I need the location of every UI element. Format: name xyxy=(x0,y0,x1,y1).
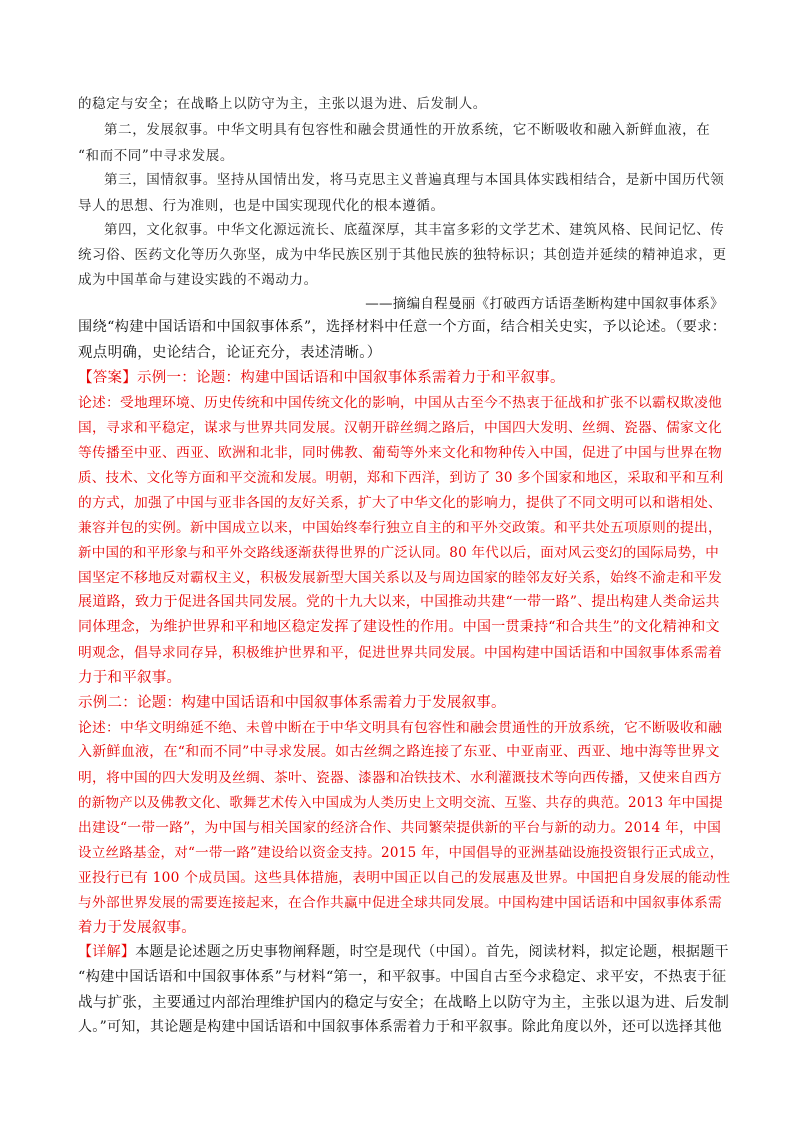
answer-line: 论述：中华文明绵延不绝、未曾中断在于中华文明具有包容性和融会贯通性的开放系统，它不断吸收和融 xyxy=(78,720,723,736)
answer-line: 着力于发展叙事。 xyxy=(78,920,196,936)
material-line: 成为中国革命与建设实践的不竭动力。 xyxy=(78,272,318,288)
answer-line: 出建设“一带一路”，为中国与相关国家的经济合作、共同繁荣提供新的平台与新的动力。2014 年，中国 xyxy=(78,820,722,836)
answer-line: 明，将中国的四大发明及丝绸、茶叶、瓷器、漆器和冶铁技术、水利灌溉技术等向西传播，又使来自西方 xyxy=(78,770,723,786)
answer-line xyxy=(78,366,565,387)
material-line: 导人的思想、行为准则，也是中国实现现代化的根本遵循。 xyxy=(78,198,445,214)
answer-line: 同体理念，为维护世界和平和地区稳定发挥了建设性的作用。中国一贯秉持“和合共生”的文化精神和文 xyxy=(78,619,720,635)
detail-line: 人。”可知，其论题是构建中国话语和中国叙事体系需着力于和平叙事。除此角度以外，还可以选择其他 xyxy=(78,1019,722,1035)
material-line: “和而不同”中寻求发展。 xyxy=(78,148,235,164)
detail-line: 战与扩张，主要通过内部治理维护国内的稳定与安全；在战略上以防守为主，主张以退为进、后发制 xyxy=(78,995,730,1011)
material-line: 第三，国情叙事。坚持从国情出发，将马克思主义普遍真理与本国具体实践相结合，是新中国历代领 xyxy=(104,172,725,188)
answer-line: 论述：受地理环境、历史传统和中国传统文化的影响，中国从古至今不热衷于征战和扩张不以霸权欺凌他 xyxy=(78,395,723,411)
answer-line: 国，寻求和平稳定，谋求与世界共同发展。汉朝开辟丝绸之路后，中国四大发明、丝绸、瓷器、儒家文化 xyxy=(78,420,723,436)
answer-line: 国坚定不移地反对霸权主义，积极发展新型大国关系以及与周边国家的睦邻友好关系，始终不渝走和平发 xyxy=(78,570,723,586)
answer-tag: 【答案】 xyxy=(78,370,137,386)
answer-line: 兼容并包的实例。新中国成立以来，中国始终奉行独立自主的和平外交政策。和平共处五项原则的提出， xyxy=(78,520,723,536)
detail-text: 本题是论述题之历史事物阐释题，时空是现代（中国）。首先，阅读材料，拟定论题，根据题干 xyxy=(135,944,729,960)
answer-line: 新中国的和平形象与和平外交路线逐渐获得世界的广泛认同。80 年代以后，面对风云变幻的国际局势，中 xyxy=(78,545,719,561)
material-line: 统习俗、医药文化等历久弥坚，成为中华民族区别于其他民族的独特标识；其创造并延续的精神追求，更 xyxy=(78,247,727,263)
answer-line: 明观念，倡导求同存异，积极维护世界和平，促进世界共同发展。中国构建中国话语和中国叙事体系需着 xyxy=(78,645,723,661)
answer-line: 与外部世界发展的需要连接起来，在合作共赢中促进全球共同发展。中国构建中国话语和中国叙事体系需 xyxy=(78,895,723,911)
answer-line: 设立丝路基金，对“一带一路”建设给以资金支持。2015 年，中国倡导的亚洲基础设施投资银行正式成立， xyxy=(78,845,724,861)
material-line: 第二，发展叙事。中华文明具有包容性和融会贯通性的开放系统，它不断吸收和融入新鲜血液，在 xyxy=(104,122,711,138)
answer-line: 的方式，加强了中国与亚非各国的友好关系，扩大了中华文化的影响力，提供了不同文明可以和谐相处、 xyxy=(78,495,723,511)
material-line: 的稳定与安全；在战略上以防守为主，主张以退为进、后发制人。 xyxy=(78,96,487,112)
detail-line xyxy=(78,941,729,961)
answer-line: 入新鲜血液，在“和而不同”中寻求发展。如古丝绸之路连接了东亚、中亚南亚、西亚、地中海等世界文 xyxy=(78,744,720,760)
answer-text: 示例一：论题：构建中国话语和中国叙事体系需着力于和平叙事。 xyxy=(137,370,565,386)
answer-line: 力于和平叙事。 xyxy=(78,670,182,686)
question-line: 围绕“构建中国话语和中国叙事体系”，选择材料中任意一个方面，结合相关史实，予以论述。（要求： xyxy=(78,319,727,335)
answer-line: 质、技术、文化等方面和平交流和发展。明朝，郑和下西洋，到访了 30 多个国家和地区，采取和平和互利 xyxy=(78,470,724,486)
detail-line: “构建中国话语和中国叙事体系”与材料“第一，和平叙事。中国自古至今求稳定、求平安，不热衷于征 xyxy=(78,969,727,985)
answer-line: 展道路，致力于促进各国共同发展。党的十九大以来，中国推动共建“一带一路”、提出构建人类命运共 xyxy=(78,594,720,610)
answer-line: 的新物产以及佛教文化、歌舞艺术传入中国成为人类历史上文明交流、互鉴、共存的典范。2013 年中国提 xyxy=(78,795,723,811)
answer-line: 等传播至中亚、西亚、欧洲和北非，同时佛教、葡萄等外来文化和物种传入中国，促进了中国与世界在物 xyxy=(78,445,723,461)
answer-line: 示例二：论题：构建中国话语和中国叙事体系需着力于发展叙事。 xyxy=(78,695,506,711)
material-source: ——摘编自程曼丽《打破西方话语垄断构建中国叙事体系》 xyxy=(365,296,724,312)
material-line: 第四，文化叙事。中华文化源远流长、底蕴深厚，其丰富多彩的文学艺术、建筑风格、民间记忆、传 xyxy=(104,222,725,238)
detail-tag: 【详解】 xyxy=(78,944,136,960)
question-line: 观点明确，史论结合，论证充分，表述清晰。） xyxy=(78,345,382,361)
answer-line: 亚投行已有 100 个成员国。这些具体措施，表明中国正以自己的发展惠及世界。中国把自身发展的能动性 xyxy=(78,870,731,886)
